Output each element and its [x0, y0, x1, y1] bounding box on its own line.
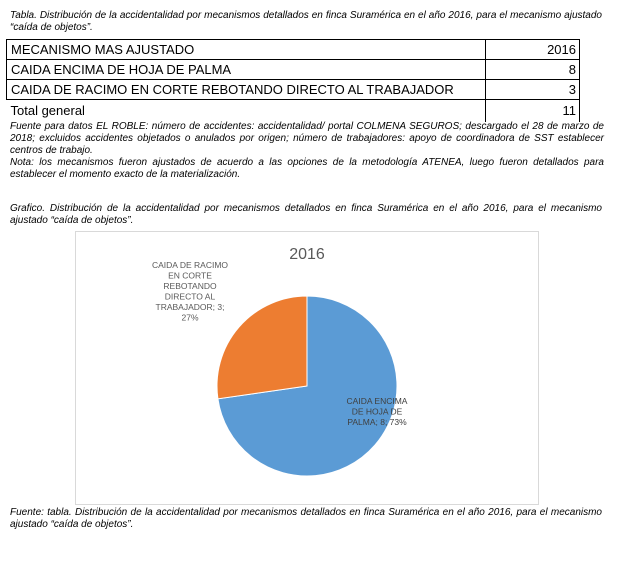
graph-caption: Grafico. Distribución de la accidentalidad por mecanismos detallados en finca Suramérica en el año 2016, para el mecanismo ajustado “caída de objetos”. [10, 203, 602, 226]
pie-slice [217, 296, 307, 399]
chart-title: 2016 [289, 246, 325, 263]
slice-data-label-line: EN CORTE [168, 270, 212, 281]
table-header-row [7, 40, 580, 60]
header-mechanism-cell: MECANISMO MAS AJUSTADO [7, 40, 486, 60]
slice-data-label-line: DE HOJA DE [351, 406, 403, 417]
pie-chart-container [75, 231, 539, 505]
slice-data-label-line: REBOTANDO [163, 281, 217, 291]
table-row [7, 60, 580, 80]
table-total-row [7, 100, 580, 123]
slice-data-label [152, 260, 228, 323]
source-note: Fuente para datos EL ROBLE: número de accidentes: accidentalidad/ portal COLMENA SEGUROS; descargado el 28 de marzo de 2018; excluidos accidentes objetados o anulados por origen; número de trabajadores: apoyo de coordinadora de SST establecer centros de trabajo. [10, 121, 604, 156]
slice-data-label-line: 27% [181, 312, 199, 323]
slice-data-label-line: TRABAJADOR; 3; [155, 302, 225, 312]
row-value-cell: 3 [486, 80, 580, 100]
slice-data-label-line: CAIDA DE RACIMO [151, 260, 229, 270]
row-label-cell: CAIDA ENCIMA DE HOJA DE PALMA [7, 60, 486, 80]
slice-data-label-line: CAIDA ENCIMA [346, 396, 408, 406]
pie-chart [76, 232, 538, 504]
notes-block [10, 121, 604, 181]
total-label-cell: Total general [7, 100, 486, 123]
header-year-cell: 2016 [486, 40, 580, 60]
row-label-cell: CAIDA DE RACIMO EN CORTE REBOTANDO DIRECTO AL TRABAJADOR [7, 80, 486, 100]
slice-data-label-line: DIRECTO AL [164, 291, 216, 302]
table-caption: Tabla. Distribución de la accidentalidad por mecanismos detallados en finca Suramérica en el año 2016, para el mecanismo ajustado “caída de objetos”. [10, 10, 602, 33]
slice-data-label [347, 396, 408, 427]
row-value-cell: 8 [486, 60, 580, 80]
table-row [7, 80, 580, 100]
footer-caption: Fuente: tabla. Distribución de la accidentalidad por mecanismos detallados en finca Suramérica en el año 2016, para el mecanismo ajustado “caída de objetos”. [10, 507, 602, 530]
accident-mechanism-table [6, 39, 580, 122]
method-note: Nota: los mecanismos fueron ajustados de acuerdo a las opciones de la metodología ATENEA, luego fueron detallados para establecer el momento exacto de la materialización. [10, 157, 604, 180]
total-value-cell: 11 [486, 100, 580, 123]
slice-data-label-line: PALMA; 8; 73% [347, 417, 407, 427]
